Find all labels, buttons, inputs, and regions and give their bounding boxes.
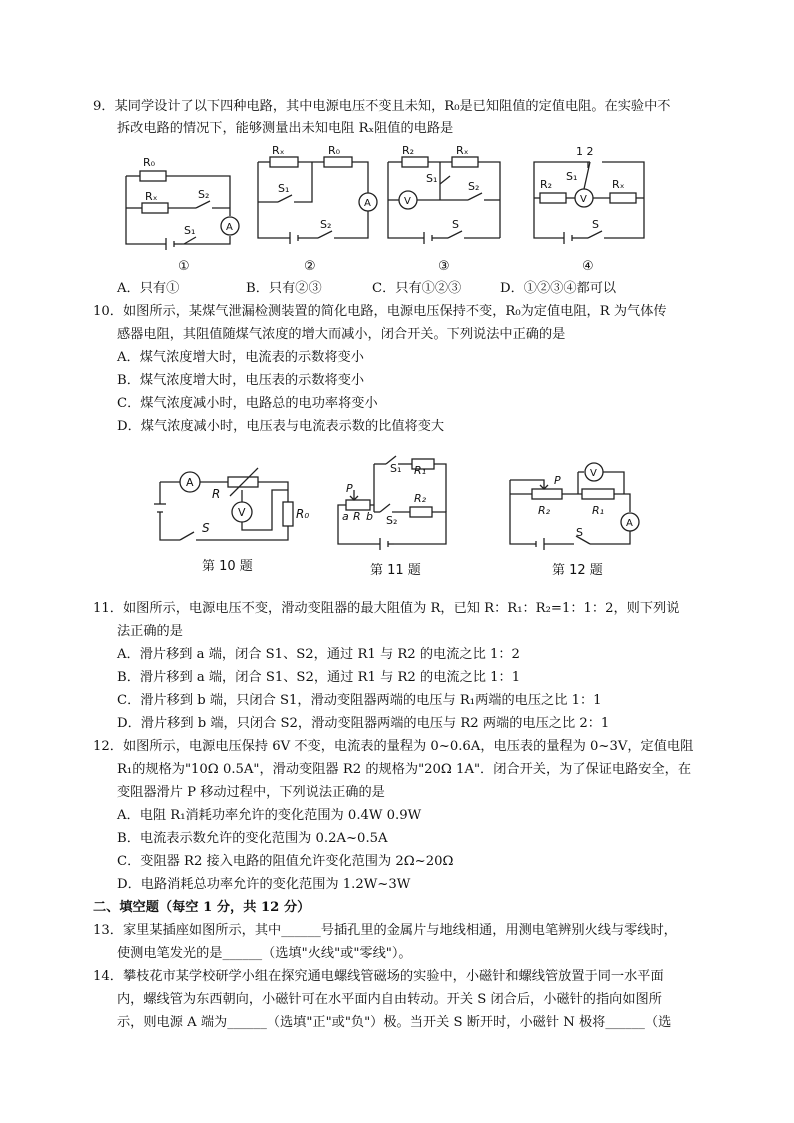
q10-stem-line-2: 感器电阻，其阻值随煤气浓度的增大而减小，闭合开关。下列说法中正确的是 — [117, 327, 566, 342]
q14-line-1: 14．攀枝花市某学校研学小组在探究通电螺线管磁场的实验中，小磁针和螺线管放置于同一水平面 — [93, 969, 664, 984]
q11-option-b: B．滑片移到 a 端，闭合 S1、S2，通过 R1 与 R2 的电流之比 1：1 — [117, 670, 521, 685]
voltmeter-label: V — [238, 506, 246, 519]
q11-option-c: C．滑片移到 b 端，只闭合 S1，滑动变阻器两端的电压与 R₁两端的电压之比 1：1 — [117, 693, 602, 708]
label-b: b — [366, 510, 373, 523]
q10-option-a: A．煤气浓度增大时，电流表的示数将变小 — [117, 350, 364, 365]
label-r2: R₂ — [538, 504, 551, 517]
label-rx: Rₓ — [272, 144, 285, 157]
q10-option-c: C．煤气浓度减小时，电路总的电功率将变小 — [117, 396, 378, 411]
figure-12-circuit — [504, 456, 654, 578]
voltmeter-label: V — [404, 196, 411, 207]
label-s2: S₂ — [468, 180, 480, 193]
q10-option-d: D．煤气浓度减小时，电压表与电流表示数的比值将变大 — [117, 419, 445, 434]
label-p: P — [554, 474, 561, 487]
label-s2: S₂ — [198, 188, 210, 201]
ammeter-label: A — [226, 222, 233, 233]
label-s2: S₂ — [320, 218, 332, 231]
q14-line-2: 内，螺线管为东西朝向，小磁针可在水平面内自由转动。开关 S 闭合后，小磁针的指向如图所 — [117, 992, 662, 1007]
label-r0: R₀ — [296, 507, 310, 521]
figure-10-caption: 第 10 题 — [202, 559, 253, 574]
label-r2: R₂ — [402, 144, 415, 157]
q12-stem-line-2: R₁的规格为"10Ω 0.5A"，滑动变阻器 R2 的规格为"20Ω 1A"．闭合开关，为了保证电路安全，在 — [117, 762, 692, 777]
label-r: R — [353, 510, 361, 523]
label-r1: R₁ — [414, 464, 427, 477]
label-r0: R₀ — [143, 156, 156, 169]
figure-12-caption: 第 12 题 — [552, 563, 603, 578]
label-s: S — [202, 521, 210, 535]
q14-line-3: 示，则电源 A 端为______（选填"正"或"负"）极。当开关 S 断开时，小磁针 N 极将______（选 — [117, 1015, 672, 1030]
ammeter-label: A — [364, 198, 371, 209]
diagram-number-4: ④ — [582, 259, 594, 274]
q9-option-b: B．只有②③ — [246, 281, 322, 296]
label-p: P — [346, 482, 353, 495]
diagram-number-1: ① — [178, 259, 190, 274]
q11-stem-line-1: 11．如图所示，电源电压不变，滑动变阻器的最大阻值为 R，已知 R：R₁：R₂=1：1：2，则下列说 — [93, 601, 680, 616]
label-a: a — [342, 510, 349, 523]
label-s1: S₁ — [426, 172, 438, 185]
label-s: S — [592, 218, 599, 231]
figure-11-circuit — [334, 452, 464, 578]
label-r1: R₁ — [592, 504, 605, 517]
label-s: S — [576, 526, 583, 539]
label-rx: Rₓ — [456, 144, 469, 157]
voltmeter-label: V — [580, 194, 587, 205]
q12-option-d: D．电路消耗总功率允许的变化范围为 1.2W~3W — [117, 877, 411, 892]
q9-circuit-1 — [118, 146, 248, 274]
q12-option-b: B．电流表示数允许的变化范围为 0.2A~0.5A — [117, 831, 388, 846]
q13-line-2: 使测电笔发光的是______（选填"火线"或"零线"）。 — [117, 946, 412, 961]
label-s1: S₁ — [184, 224, 196, 237]
q12-stem-line-1: 12．如图所示，电源电压保持 6V 不变，电流表的量程为 0~0.6A，电压表的量程为 0~3V，定值电阻 — [93, 739, 694, 754]
label-r: R — [212, 487, 221, 501]
section-2-title: 二、填空题（每空 1 分，共 12 分） — [93, 900, 311, 915]
q11-option-a: A．滑片移到 a 端，闭合 S1、S2，通过 R1 与 R2 的电流之比 1：2 — [117, 647, 520, 662]
q9-circuit-2 — [254, 146, 384, 274]
q11-stem-line-2: 法正确的是 — [117, 624, 183, 639]
label-r2: R₂ — [414, 492, 427, 505]
ammeter-label: A — [626, 518, 633, 529]
voltmeter-label: V — [590, 468, 597, 479]
diagram-number-3: ③ — [438, 259, 450, 274]
q10-stem-line-1: 10．如图所示，某煤气泄漏检测装置的简化电路，电源电压保持不变，R₀为定值电阻，R 为气体传 — [93, 304, 667, 319]
q9-option-a: A．只有① — [117, 281, 180, 296]
figure-11-caption: 第 11 题 — [370, 563, 421, 578]
figure-10-circuit — [150, 460, 320, 578]
label-s2: S₂ — [386, 514, 398, 527]
label-s: S — [452, 218, 459, 231]
label-s1: S₁ — [390, 462, 402, 475]
label-s1: S₁ — [278, 182, 290, 195]
label-rx: Rₓ — [145, 190, 158, 203]
ammeter-label: A — [186, 476, 194, 489]
q12-option-a: A．电阻 R₁消耗功率允许的变化范围为 0.4W 0.9W — [117, 808, 422, 823]
q9-stem-line-1: 9．某同学设计了以下四种电路，其中电源电压不变且未知，R₀是已知阻值的定值电阻。在实验中不 — [93, 99, 671, 114]
label-r2: R₂ — [540, 178, 553, 191]
q12-stem-line-3: 变阻器滑片 P 移动过程中，下列说法正确的是 — [117, 785, 385, 800]
q13-line-1: 13．家里某插座如图所示，其中______号插孔里的金属片与地线相通，用测电笔辨别火线与零线时， — [93, 923, 677, 938]
q9-option-d: D．①②③④都可以 — [500, 281, 617, 296]
q12-option-c: C．变阻器 R2 接入电路的阻值允许变化范围为 2Ω~20Ω — [117, 854, 454, 869]
switch-positions: 1 2 — [576, 145, 594, 158]
q9-stem-line-2: 拆改电路的情况下，能够测量出未知电阻 Rₓ阻值的电路是 — [117, 121, 454, 136]
label-r0: R₀ — [328, 144, 341, 157]
label-s1: S₁ — [566, 170, 578, 183]
q9-option-c: C．只有①②③ — [372, 281, 462, 296]
diagram-number-2: ② — [304, 259, 316, 274]
label-rx: Rₓ — [612, 178, 625, 191]
q9-circuit-4 — [528, 146, 654, 274]
q9-circuit-3 — [384, 146, 510, 274]
q11-option-d: D．滑片移到 b 端，只闭合 S2，滑动变阻器两端的电压与 R2 两端的电压之比 2：1 — [117, 716, 610, 731]
q10-option-b: B．煤气浓度增大时，电压表的示数将变小 — [117, 373, 365, 388]
